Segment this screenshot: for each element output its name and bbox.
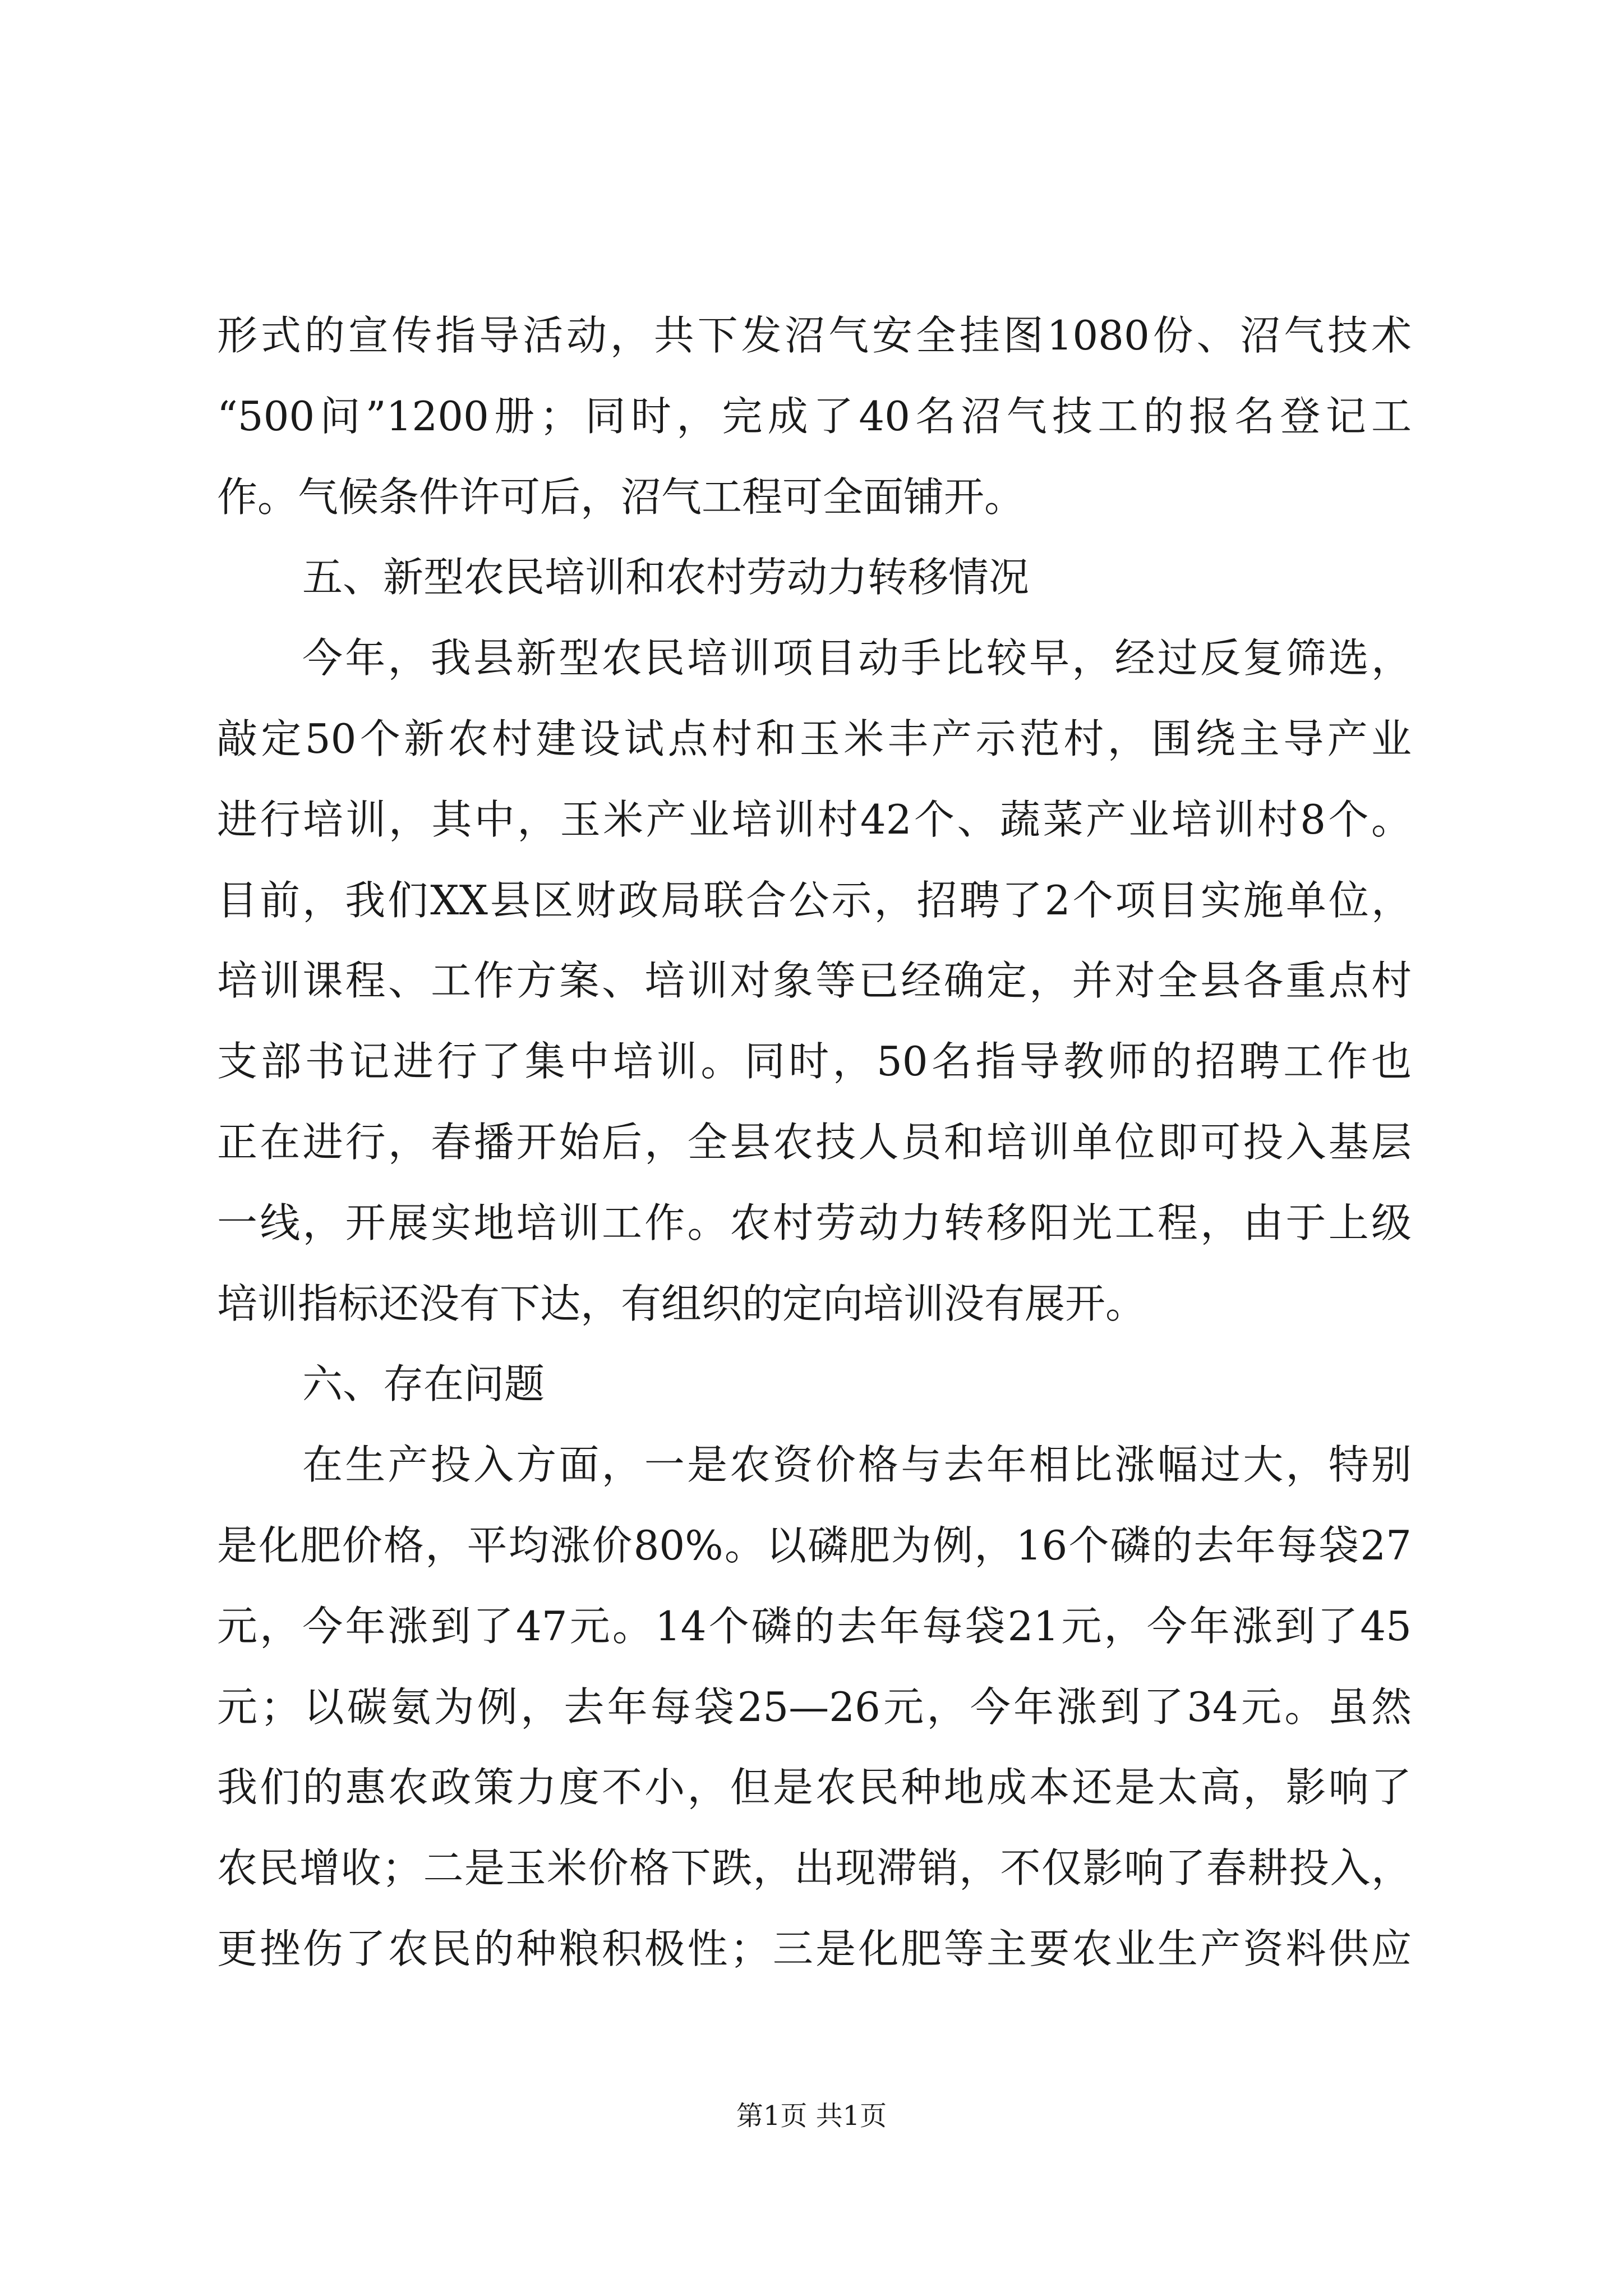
paragraph-existing-problems — [217, 1425, 1412, 1990]
text-line: 进行培训，其中，玉米产业培训村42个、蔬菜产业培训村8个。 — [217, 795, 1412, 843]
text-line: “500问”1200册；同时，完成了40名沼气技工的报名登记工 — [217, 392, 1412, 440]
page-number: 第1页 共1页 — [736, 2100, 887, 2132]
paragraph-biogas-continuation — [217, 296, 1412, 537]
text-line: 在生产投入方面，一是农资价格与去年相比涨幅过大，特别 — [302, 1441, 1412, 1489]
text-line: 农民增收；二是玉米价格下跌，出现滞销，不仅影响了春耕投入， — [217, 1844, 1412, 1892]
paragraph-farmer-training — [217, 618, 1412, 1344]
text-line: 支部书记进行了集中培训。同时，50名指导教师的招聘工作也 — [217, 1038, 1412, 1085]
text-line: 形式的宣传指导活动，共下发沼气安全挂图1080份、沼气技术 — [217, 312, 1412, 359]
page-footer — [0, 2098, 1623, 2134]
text-line: 一线，开展实地培训工作。农村劳动力转移阳光工程，由于上级 — [217, 1199, 1412, 1246]
text-line: 更挫伤了农民的种粮积极性；三是化肥等主要农业生产资料供应 — [217, 1925, 1412, 1972]
text-line: 培训课程、工作方案、培训对象等已经确定，并对全县各重点村 — [217, 957, 1412, 1005]
section-heading: 五、新型农民培训和农村劳动力转移情况 — [302, 554, 1030, 601]
text-line: 目前，我们XX县区财政局联合公示，招聘了2个项目实施单位， — [217, 876, 1412, 924]
text-line: 作。气候条件许可后，沼气工程可全面铺开。 — [217, 473, 1025, 521]
text-line: 敲定50个新农村建设试点村和玉米丰产示范村，围绕主导产业 — [217, 715, 1412, 762]
body-text — [217, 296, 1412, 1990]
text-line: 我们的惠农政策力度不小，但是农民种地成本还是太高，影响了 — [217, 1764, 1412, 1811]
text-line: 元，今年涨到了47元。14个磷的去年每袋21元，今年涨到了45 — [217, 1602, 1412, 1650]
text-line: 元；以碳氨为例，去年每袋25—26元，今年涨到了34元。虽然 — [217, 1683, 1412, 1731]
text-line: 培训指标还没有下达，有组织的定向培训没有展开。 — [217, 1280, 1146, 1327]
section-heading-five — [217, 537, 1412, 618]
text-line: 今年，我县新型农民培训项目动手比较早，经过反复筛选， — [302, 634, 1412, 682]
section-heading: 六、存在问题 — [302, 1360, 545, 1408]
text-line: 是化肥价格，平均涨价80%。以磷肥为例，16个磷的去年每袋27 — [217, 1521, 1412, 1569]
text-line: 正在进行，春播开始后，全县农技人员和培训单位即可投入基层 — [217, 1118, 1412, 1166]
section-heading-six — [217, 1344, 1412, 1425]
